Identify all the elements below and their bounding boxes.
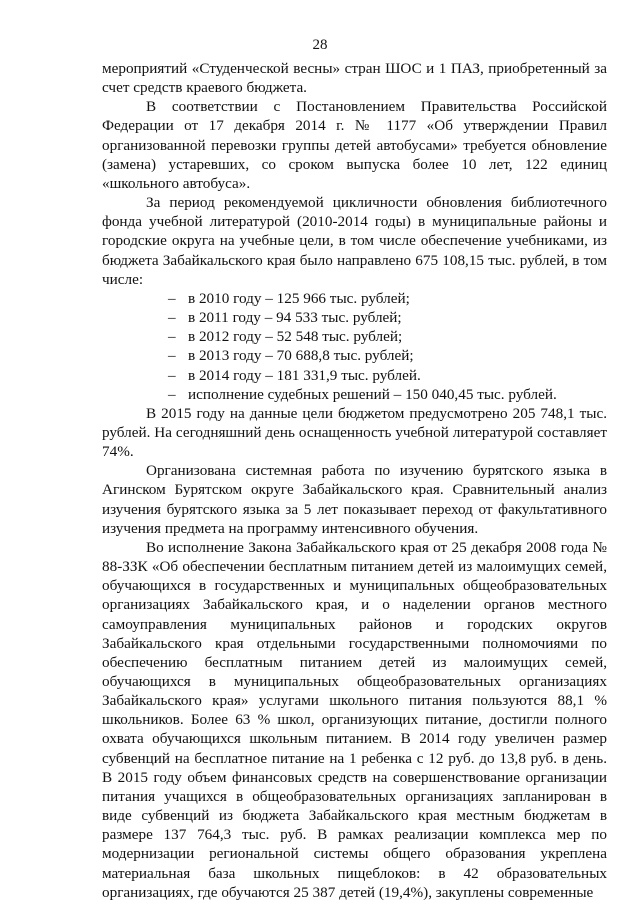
dash-marker: – <box>168 289 176 307</box>
list-item <box>168 346 607 365</box>
paragraph-school-meals: Во исполнение Закона Забайкальского края от 25 декабря 2008 года № 88-ЗЗК «Об обеспечении бесплатным питанием детей из малоимущих семей, обучающихся в государственных и муниципальных общеобразовательных организациях Забайкальского края, и о наделении органов местного самоуправления муниципальных районов и городских округов Забайкальского края отдельными государственными полномочиями по обеспечению бесплатным питанием детей из малоимущих семей, обучающихся в муниципальных общеобразовательных организациях Забайкальского края» услугами школьного питания пользуются 88,1 % школьников. Более 63 % школ, организующих питание, достигли полного охвата обучающихся школьным питанием. В 2014 году увеличен размер субвенций на бесплатное питание на 1 ребенка с 12 руб. до 13,8 руб. в день. В 2015 году объем финансовых средств на совершенствование организации питания учащихся в общеобразовательных организациях запланирован в виде субвенций из бюджета Забайкальского края местным бюджетам в размере 137 764,3 тыс. руб. В рамках реализации комплекса мер по модернизации региональной системы общего образования укреплена материальная база школьных пищеблоков: в 42 образовательных организациях, где обучаются 25 387 детей (19,4%), закуплены современные <box>102 538 607 901</box>
list-item-text: в 2013 году – 70 688,8 тыс. рублей; <box>188 347 414 365</box>
dash-marker: – <box>168 347 176 365</box>
list-item <box>168 289 607 308</box>
paragraph-continuation: мероприятий «Студенческой весны» стран ШОС и 1 ПАЗ, приобретенный за счет средств краевого бюджета. <box>102 60 607 97</box>
paragraph-buryat-language: Организована системная работа по изучению бурятского языка в Агинском Бурятском округе Забайкальского края. Сравнительный анализ изучения бурятского языка за 5 лет показывает переход от факультативного изучения предмета на программу интенсивного обучения. <box>102 462 607 537</box>
list-item-text: в 2012 году – 52 548 тыс. рублей; <box>188 328 403 346</box>
paragraph-2015-budget: В 2015 году на данные цели бюджетом предусмотрено 205 748,1 тыс. рублей. На сегодняшний день оснащенность учебной литературой составляет 74%. <box>102 404 607 461</box>
funding-by-year-list <box>102 289 607 404</box>
paragraph-library-funding: За период рекомендуемой цикличности обновления библиотечного фонда учебной литературой (2010-2014 годы) в муниципальные районы и городские округа на учебные цели, в том числе обеспечение учебниками, из бюджета Забайкальского края было направлено 675 108,15 тыс. рублей, в том числе: <box>102 194 607 288</box>
dash-marker: – <box>168 309 176 327</box>
list-item <box>168 385 607 404</box>
dash-marker: – <box>168 385 176 403</box>
dash-marker: – <box>168 366 176 384</box>
list-item <box>168 327 607 346</box>
list-item <box>168 308 607 327</box>
body-text <box>102 59 607 902</box>
list-item-text: в 2011 году – 94 533 тыс. рублей; <box>188 309 402 327</box>
list-item-text: в 2010 году – 125 966 тыс. рублей; <box>188 289 410 307</box>
list-item-text: исполнение судебных решений – 150 040,45 тыс. рублей. <box>188 385 557 403</box>
list-item-text: в 2014 году – 181 331,9 тыс. рублей. <box>188 366 421 384</box>
dash-marker: – <box>168 328 176 346</box>
list-item <box>168 366 607 385</box>
paragraph-bus-replacement: В соответствии с Постановлением Правительства Российской Федерации от 17 декабря 2014 г. № 1177 «Об утверждении Правил организованной перевозки группы детей автобусами» требуется обновление (замена) устаревших, со сроком выпуска более 10 лет, 122 единиц «школьного автобуса». <box>102 98 607 192</box>
page-number: 28 <box>312 37 328 53</box>
